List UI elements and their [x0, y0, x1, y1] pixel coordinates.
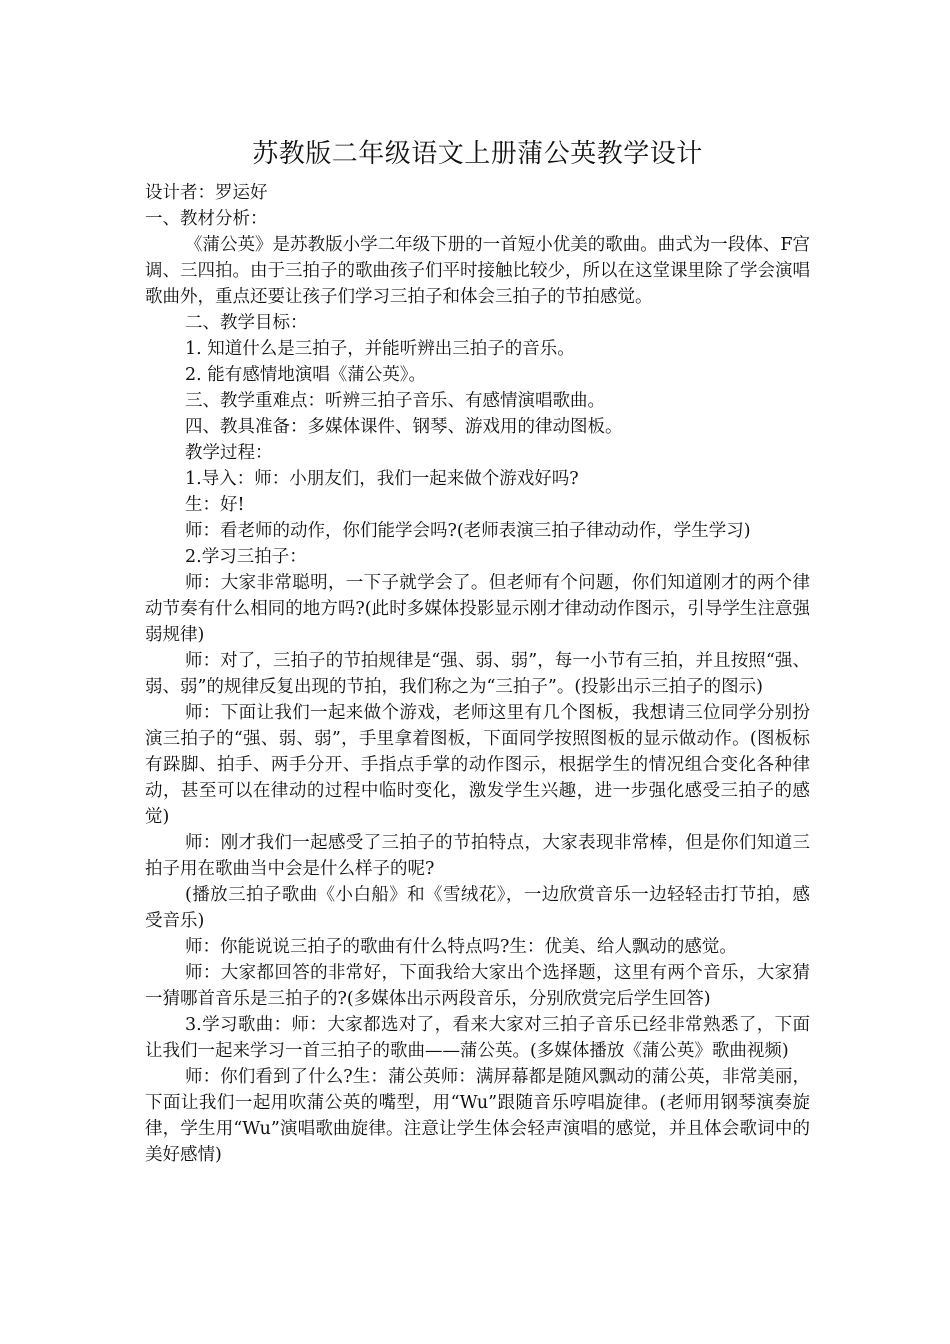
section-materials: 四、教具准备：多媒体课件、钢琴、游戏用的律动图板。	[185, 417, 623, 437]
body-paragraph: 师：大家非常聪明，一下子就学会了。但老师有个问题，你们知道刚才的两个律动节奏有什么相同的地方吗?(此时多媒体投影显示刚才律动动作图示，引导学生注意强弱规律)	[145, 573, 810, 645]
designer-line: 设计者：罗运好	[145, 183, 268, 203]
section-heading-analysis: 一、教材分析：	[145, 209, 268, 229]
document-title: 苏教版二年级语文上册蒲公英教学设计	[252, 139, 703, 169]
body-paragraph: 3.学习歌曲：师：大家都选对了，看来大家对三拍子音乐已经非常熟悉了，下面让我们一起来学习一首三拍子的歌曲——蒲公英。(多媒体播放《蒲公英》歌曲视频)	[145, 1015, 810, 1061]
student-reply: 生：好!	[185, 495, 245, 515]
body-paragraph: 师：对了，三拍子的节拍规律是“强、弱、弱”，每一小节有三拍，并且按照“强、弱、弱”的规律反复出现的节拍，我们称之为“三拍子”。(投影出示三拍子的图示)	[145, 651, 810, 697]
body-paragraph: (播放三拍子歌曲《小白船》和《雪绒花》，一边欣赏音乐一边轻轻击打节拍，感受音乐)	[145, 885, 810, 931]
section-heading-process: 教学过程：	[185, 443, 273, 463]
body-paragraph: 师：你们看到了什么?生：蒲公英师：满屏幕都是随风飘动的蒲公英，非常美丽，下面让我们一起用吹蒲公英的嘴型，用“Wu”跟随音乐哼唱旋律。(老师用钢琴演奏旋律，学生用“Wu”演唱歌曲旋律。注意让学生体会轻声演唱的感觉，并且体会歌词中的美好感情)	[145, 1067, 810, 1165]
teacher-line: 师：看老师的动作，你们能学会吗?(老师表演三拍子律动动作，学生学习)	[185, 521, 751, 541]
section-key-points: 三、教学重难点：听辨三拍子音乐、有感情演唱歌曲。	[185, 391, 605, 411]
step-learn-triple-meter: 2.学习三拍子：	[185, 547, 307, 567]
analysis-paragraph: 《蒲公英》是苏教版小学二年级下册的一首短小优美的歌曲。曲式为一段体、F宫调、三四拍。由于三拍子的歌曲孩子们平时接触比较少，所以在这堂课里除了学会演唱歌曲外，重点还要让孩子们学习三拍子和体会三拍子的节拍感觉。	[145, 235, 810, 307]
goal-item-1: 1. 知道什么是三拍子，并能听辨出三拍子的音乐。	[185, 339, 575, 359]
document-page	[145, 134, 810, 1168]
section-heading-goals: 二、教学目标：	[185, 313, 308, 333]
goal-item-2: 2. 能有感情地演唱《蒲公英》。	[185, 365, 427, 385]
body-paragraph: 师：你能说说三拍子的歌曲有什么特点吗?生：优美、给人飘动的感觉。	[185, 937, 737, 957]
body-paragraph: 师：下面让我们一起来做个游戏，老师这里有几个图板，我想请三位同学分别扮演三拍子的“强、弱、弱”，手里拿着图板，下面同学按照图板的显示做动作。(图板标有跺脚、拍手、两手分开、手指点手掌的动作图示，根据学生的情况组合变化各种律动，甚至可以在律动的过程中临时变化，激发学生兴趣，进一步强化感受三拍子的感觉)	[145, 703, 810, 827]
step-intro: 1.导入：师：小朋友们，我们一起来做个游戏好吗?	[185, 469, 579, 489]
body-paragraph: 师：大家都回答的非常好，下面我给大家出个选择题，这里有两个音乐，大家猜一猜哪首音乐是三拍子的?(多媒体出示两段音乐，分别欣赏完后学生回答)	[145, 963, 810, 1009]
body-paragraph: 师：刚才我们一起感受了三拍子的节拍特点，大家表现非常棒，但是你们知道三拍子用在歌曲当中会是什么样子的呢?	[145, 833, 810, 879]
